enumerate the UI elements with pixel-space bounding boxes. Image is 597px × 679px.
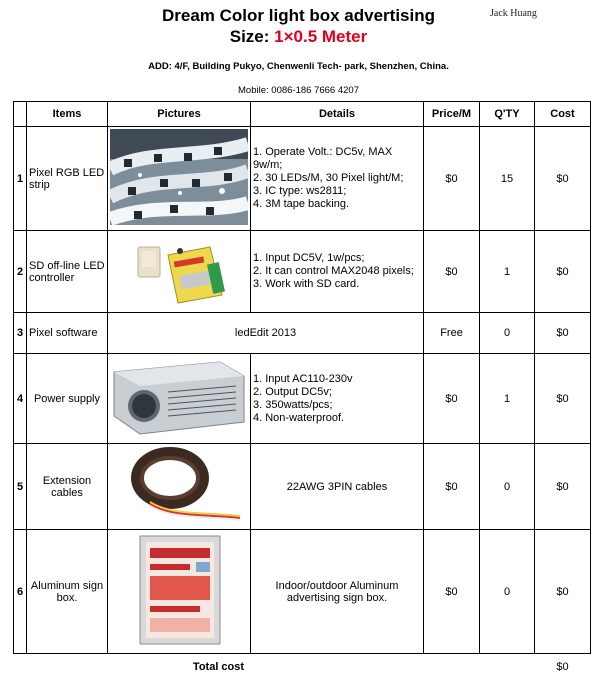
row-number: 4 xyxy=(14,354,27,444)
header-price: Price/M xyxy=(424,102,480,127)
cost-cell: $0 xyxy=(535,444,591,530)
header-num xyxy=(14,102,27,127)
table-row xyxy=(14,444,591,530)
price-cell: $0 xyxy=(424,444,480,530)
qty-cell: 0 xyxy=(480,530,535,654)
price-cell: $0 xyxy=(424,354,480,444)
qty-cell: 1 xyxy=(480,354,535,444)
item-name: Pixel software xyxy=(27,313,108,354)
item-name: Power supply xyxy=(27,354,108,444)
price-cell: $0 xyxy=(424,530,480,654)
page-title: Dream Color light box advertising xyxy=(0,6,597,26)
header-pictures: Pictures xyxy=(108,102,251,127)
cost-cell: $0 xyxy=(535,313,591,354)
author-signature: Jack Huang xyxy=(490,8,537,19)
detail-line: 4. Non-waterproof. xyxy=(253,412,421,425)
cost-cell: $0 xyxy=(535,127,591,231)
header-qty: Q'TY xyxy=(480,102,535,127)
price-cell: Free xyxy=(424,313,480,354)
detail-line: 2. Output DC5v; xyxy=(253,386,421,399)
header-items: Items xyxy=(27,102,108,127)
header-details: Details xyxy=(251,102,424,127)
item-details xyxy=(251,127,424,231)
qty-cell: 1 xyxy=(480,231,535,313)
size-label: Size: xyxy=(230,27,274,46)
detail-line: 2. It can control MAX2048 pixels; xyxy=(253,265,421,278)
detail-line: 4. 3M tape backing. xyxy=(253,198,421,211)
led-strip-photo xyxy=(110,129,248,225)
price-cell: $0 xyxy=(424,127,480,231)
detail-line: 1. Input AC110-230v xyxy=(253,373,421,386)
item-name: Pixel RGB LED strip xyxy=(27,127,108,231)
table-row xyxy=(14,313,591,354)
size-line xyxy=(0,27,597,47)
size-value: 1×0.5 Meter xyxy=(274,27,367,46)
item-picture xyxy=(108,530,251,654)
item-name: SD off-line LED controller xyxy=(27,231,108,313)
software-name: ledEdit 2013 xyxy=(108,313,424,354)
total-row xyxy=(14,654,591,679)
item-picture xyxy=(108,444,251,530)
quote-table xyxy=(13,101,591,679)
price-cell: $0 xyxy=(424,231,480,313)
row-number: 3 xyxy=(14,313,27,354)
item-picture xyxy=(108,354,251,444)
power-supply-photo xyxy=(110,356,248,438)
table-row xyxy=(14,231,591,313)
table-row xyxy=(14,354,591,444)
sign-box-photo xyxy=(110,532,248,648)
detail-line: 3. 350watts/pcs; xyxy=(253,399,421,412)
detail-line: 3. Work with SD card. xyxy=(253,278,421,291)
detail-line: 1. Operate Volt.: DC5v, MAX 9w/m; xyxy=(253,146,421,172)
row-number: 5 xyxy=(14,444,27,530)
table-row xyxy=(14,127,591,231)
sd-controller-photo xyxy=(110,233,248,307)
item-details xyxy=(251,354,424,444)
row-number: 1 xyxy=(14,127,27,231)
item-name: Extension cables xyxy=(27,444,108,530)
item-details: Indoor/outdoor Aluminum advertising sign box. xyxy=(251,530,424,654)
detail-line: 2. 30 LEDs/M, 30 Pixel light/M; xyxy=(253,172,421,185)
qty-cell: 0 xyxy=(480,444,535,530)
cost-cell: $0 xyxy=(535,530,591,654)
item-details xyxy=(251,231,424,313)
item-picture xyxy=(108,231,251,313)
detail-line: 3. IC type: ws2811; xyxy=(253,185,421,198)
cost-cell: $0 xyxy=(535,231,591,313)
item-picture xyxy=(108,127,251,231)
row-number: 6 xyxy=(14,530,27,654)
qty-cell: 15 xyxy=(480,127,535,231)
detail-line: 1. Input DC5V, 1w/pcs; xyxy=(253,252,421,265)
item-details: 22AWG 3PIN cables xyxy=(251,444,424,530)
row-number: 2 xyxy=(14,231,27,313)
total-value: $0 xyxy=(535,654,591,679)
mobile-line: Mobile: 0086-186 7666 4207 xyxy=(0,85,597,96)
table-header-row xyxy=(14,102,591,127)
item-name: Aluminum sign box. xyxy=(27,530,108,654)
total-label: Total cost xyxy=(14,654,424,679)
table-row xyxy=(14,530,591,654)
header-cost: Cost xyxy=(535,102,591,127)
address-line: ADD: 4/F, Building Pukyo, Chenwenli Tech- park, Shenzhen, China. xyxy=(0,61,597,72)
cable-coil-photo xyxy=(110,446,248,524)
cost-cell: $0 xyxy=(535,354,591,444)
qty-cell: 0 xyxy=(480,313,535,354)
